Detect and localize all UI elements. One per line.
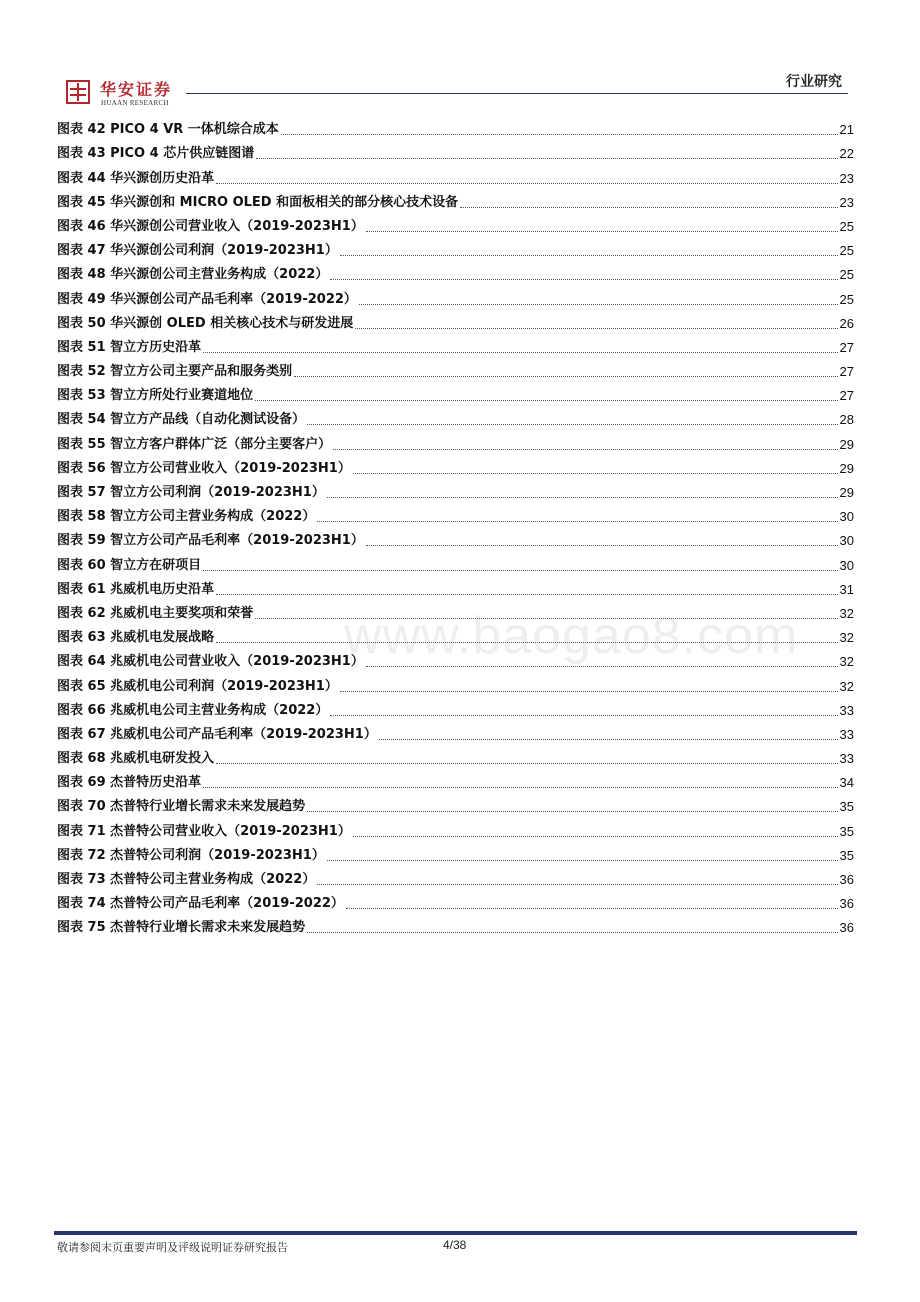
page-number: 4/38 — [443, 1238, 467, 1252]
toc-page-number: 29 — [839, 460, 854, 476]
toc-entry-number: 图表 68 — [57, 751, 106, 767]
toc-entry-title — [57, 316, 353, 332]
toc-entry-title — [57, 340, 201, 356]
watermark: www.baogao8.com — [344, 607, 799, 665]
toc-page-number: 30 — [839, 557, 854, 573]
toc-entry[interactable] — [57, 670, 854, 694]
toc-entry-text: 华兴源创公司营业收入（2019-2023H1） — [110, 218, 364, 234]
toc-entry-title — [57, 195, 458, 211]
toc-entry-number: 图表 74 — [57, 896, 106, 912]
toc-entry-text: 华兴源创历史沿革 — [110, 170, 215, 186]
toc-entry[interactable] — [57, 162, 854, 186]
toc-entry-number: 图表 46 — [57, 218, 106, 234]
page-header — [0, 0, 920, 112]
toc-entry-number: 图表 53 — [57, 388, 106, 404]
toc-entry[interactable] — [57, 477, 854, 501]
toc-entry-text: 智立方公司主营业务构成（2022） — [110, 509, 316, 525]
toc-entry-number: 图表 61 — [57, 581, 106, 597]
logo-english-name: HUAAN RESEARCH — [101, 99, 169, 107]
toc-entry-text: 兆威机电公司利润（2019-2023H1） — [110, 678, 338, 694]
toc-entry[interactable] — [57, 695, 854, 719]
toc-entry-title — [57, 703, 328, 719]
toc-page-number: 32 — [839, 654, 854, 670]
toc-entry-title — [57, 799, 305, 815]
toc-entry-text: 智立方在研项目 — [110, 557, 202, 573]
toc-leader-dots — [359, 303, 838, 305]
toc-entry-number: 图表 59 — [57, 533, 106, 549]
toc-entry-title — [57, 606, 253, 622]
toc-entry-number: 图表 47 — [57, 243, 106, 259]
toc-entry[interactable] — [57, 622, 854, 646]
toc-page-number: 32 — [839, 630, 854, 646]
toc-page-number: 30 — [839, 533, 854, 549]
toc-entry[interactable] — [57, 283, 854, 307]
toc-entry-number: 图表 66 — [57, 702, 106, 718]
toc-leader-dots — [366, 544, 838, 546]
toc-entry-title — [57, 485, 325, 501]
toc-entry-text: 智立方公司营业收入（2019-2023H1） — [110, 460, 351, 476]
toc-leader-dots — [317, 883, 837, 885]
toc-leader-dots — [216, 593, 837, 595]
toc-entry[interactable] — [57, 646, 854, 670]
toc-entry[interactable] — [57, 719, 854, 743]
toc-leader-dots — [255, 399, 837, 401]
toc-entry-text: 杰普特行业增长需求未来发展趋势 — [110, 920, 306, 936]
toc-entry-text: 兆威机电主要奖项和荣誉 — [110, 605, 254, 621]
toc-entry-number: 图表 52 — [57, 364, 106, 380]
toc-leader-dots — [460, 206, 837, 208]
toc-page-number: 25 — [839, 243, 854, 259]
toc-entry-text: 杰普特历史沿革 — [110, 775, 202, 791]
toc-entry-title — [57, 848, 325, 864]
toc-leader-dots — [366, 230, 838, 232]
toc-leader-dots — [346, 907, 838, 909]
toc-entry-number: 图表 49 — [57, 291, 106, 307]
toc-entry-title — [57, 412, 305, 428]
toc-entry-title — [57, 751, 214, 767]
toc-page-number: 25 — [839, 291, 854, 307]
toc-entry-title — [57, 292, 357, 308]
toc-entry-text: 华兴源创公司利润（2019-2023H1） — [110, 243, 338, 259]
toc-entry[interactable] — [57, 453, 854, 477]
toc-leader-dots — [216, 641, 837, 643]
toc-leader-dots — [330, 714, 837, 716]
toc-entry[interactable] — [57, 211, 854, 235]
toc-leader-dots — [256, 157, 837, 159]
toc-entry[interactable] — [57, 187, 854, 211]
toc-leader-dots — [216, 762, 837, 764]
toc-entry[interactable] — [57, 864, 854, 888]
toc-entry[interactable] — [57, 598, 854, 622]
toc-entry-title — [57, 727, 377, 743]
toc-page-number: 29 — [839, 485, 854, 500]
toc-leader-dots — [333, 448, 837, 450]
toc-entry-number: 图表 54 — [57, 412, 106, 428]
toc-leader-dots — [203, 569, 837, 571]
toc-page-number: 31 — [839, 581, 854, 597]
toc-entry-title — [57, 775, 201, 791]
toc-entry-number: 图表 50 — [57, 315, 106, 331]
toc-leader-dots — [327, 859, 838, 861]
toc-entry[interactable] — [57, 235, 854, 259]
toc-entry-title — [57, 630, 214, 646]
toc-leader-dots — [294, 375, 837, 377]
toc-page-number: 36 — [839, 896, 854, 912]
toc-entry-number: 图表 58 — [57, 509, 106, 525]
toc-entry-text: PICO 4 VR 一体机综合成本 — [110, 122, 279, 138]
toc-leader-dots — [307, 810, 837, 812]
toc-entry-number: 图表 65 — [57, 678, 106, 694]
toc-leader-dots — [340, 690, 838, 692]
toc-page-number: 32 — [839, 605, 854, 621]
toc-leader-dots — [379, 738, 838, 740]
toc-page-number: 25 — [839, 218, 854, 234]
toc-entry-number: 图表 55 — [57, 436, 106, 452]
toc-leader-dots — [307, 931, 837, 933]
toc-entry-text: 兆威机电公司主营业务构成（2022） — [110, 702, 329, 718]
toc-entry-text: 智立方产品线（自动化测试设备） — [110, 412, 306, 428]
toc-entry-text: 智立方客户群体广泛（部分主要客户） — [110, 436, 332, 452]
toc-entry-text: 华兴源创和 MICRO OLED 和面板相关的部分核心技术设备 — [110, 194, 459, 210]
toc-entry-number: 图表 42 — [57, 122, 106, 138]
toc-entry-text: 杰普特公司主营业务构成（2022） — [110, 872, 316, 887]
toc-page-number: 27 — [839, 364, 854, 380]
toc-entry-title — [57, 437, 331, 453]
toc-entry[interactable] — [57, 380, 854, 404]
toc-entry[interactable] — [57, 501, 854, 525]
toc-entry-title — [57, 824, 351, 840]
toc-page-number: 33 — [839, 702, 854, 718]
table-of-figures — [57, 114, 854, 936]
toc-entry-number: 图表 67 — [57, 726, 106, 742]
toc-entry-number: 图表 69 — [57, 775, 106, 791]
toc-entry[interactable] — [57, 525, 854, 549]
toc-leader-dots — [330, 278, 837, 280]
toc-entry[interactable] — [57, 791, 854, 815]
toc-entry-number: 图表 72 — [57, 847, 106, 863]
toc-entry[interactable] — [57, 743, 854, 767]
toc-page-number: 23 — [839, 194, 854, 210]
toc-entry-number: 图表 60 — [57, 557, 106, 573]
toc-entry-text: 华兴源创公司产品毛利率（2019-2022） — [110, 291, 357, 307]
toc-leader-dots — [203, 351, 837, 353]
toc-entry[interactable] — [57, 912, 854, 936]
toc-leader-dots — [255, 617, 837, 619]
toc-page-number: 27 — [839, 339, 854, 355]
toc-page-number: 25 — [839, 267, 854, 283]
toc-entry-text: 杰普特行业增长需求未来发展趋势 — [110, 799, 306, 815]
toc-leader-dots — [327, 496, 838, 498]
toc-leader-dots — [307, 423, 837, 425]
toc-page-number: 32 — [839, 678, 854, 694]
toc-leader-dots — [366, 665, 838, 667]
toc-entry-number: 图表 75 — [57, 920, 106, 936]
toc-page-number: 33 — [839, 726, 854, 742]
toc-entry-text: 兆威机电历史沿革 — [110, 581, 215, 597]
toc-entry[interactable] — [57, 332, 854, 356]
toc-entry-title — [57, 896, 344, 912]
toc-entry-number: 图表 57 — [57, 485, 106, 500]
toc-entry-number: 图表 45 — [57, 194, 106, 210]
toc-entry-number: 图表 62 — [57, 605, 106, 621]
toc-entry-text: 华兴源创公司主营业务构成（2022） — [110, 267, 329, 283]
toc-page-number: 29 — [839, 436, 854, 452]
toc-entry-number: 图表 73 — [57, 872, 106, 887]
toc-page-number: 35 — [839, 847, 854, 863]
toc-page-number: 36 — [839, 920, 854, 936]
toc-entry-title — [57, 219, 364, 235]
toc-entry-text: 兆威机电公司产品毛利率（2019-2023H1） — [110, 726, 377, 742]
toc-entry-title — [57, 267, 328, 283]
toc-entry-title — [57, 509, 315, 525]
toc-entry[interactable] — [57, 259, 854, 283]
toc-page-number: 35 — [839, 823, 854, 839]
toc-entry[interactable] — [57, 815, 854, 839]
toc-entry-text: 智立方历史沿革 — [110, 339, 202, 355]
toc-entry-number: 图表 48 — [57, 267, 106, 283]
toc-entry-title — [57, 171, 214, 187]
footer-divider — [54, 1231, 857, 1235]
toc-entry-text: 智立方所处行业赛道地位 — [110, 388, 254, 404]
toc-entry-number: 图表 64 — [57, 654, 106, 670]
toc-page-number: 36 — [839, 872, 854, 887]
toc-entry-number: 图表 44 — [57, 170, 106, 186]
toc-entry-number: 图表 71 — [57, 823, 106, 839]
toc-entry[interactable] — [57, 767, 854, 791]
section-title: 行业研究 — [786, 74, 842, 90]
toc-entry-number: 图表 63 — [57, 630, 106, 646]
toc-entry-text: 智立方公司主要产品和服务类别 — [110, 364, 293, 380]
toc-entry-title — [57, 679, 338, 695]
toc-entry-text: 兆威机电研发投入 — [110, 751, 215, 767]
toc-leader-dots — [355, 327, 837, 329]
toc-leader-dots — [317, 520, 837, 522]
toc-page-number: 23 — [839, 170, 854, 186]
toc-entry-title — [57, 122, 279, 138]
toc-entry-number: 图表 51 — [57, 339, 106, 355]
toc-entry-title — [57, 920, 305, 936]
toc-entry-number: 图表 43 — [57, 146, 106, 162]
toc-entry[interactable] — [57, 428, 854, 452]
toc-entry-title — [57, 654, 364, 670]
footer-notice: 敬请参阅末页重要声明及评级说明证券研究报告 — [57, 1241, 288, 1254]
toc-entry-title — [57, 558, 201, 574]
toc-entry[interactable] — [57, 840, 854, 864]
toc-page-number: 22 — [839, 146, 854, 162]
toc-entry[interactable] — [57, 549, 854, 573]
toc-entry-title — [57, 146, 254, 162]
toc-entry-text: 华兴源创 OLED 相关核心技术与研发进展 — [110, 315, 354, 331]
toc-entry-number: 图表 56 — [57, 460, 106, 476]
toc-entry-text: 杰普特公司营业收入（2019-2023H1） — [110, 823, 351, 839]
toc-entry-title — [57, 533, 364, 549]
toc-leader-dots — [340, 254, 838, 256]
toc-entry[interactable] — [57, 356, 854, 380]
toc-entry-text: 兆威机电公司营业收入（2019-2023H1） — [110, 654, 364, 670]
toc-page-number: 30 — [839, 509, 854, 525]
toc-entry-number: 图表 70 — [57, 799, 106, 815]
toc-entry[interactable] — [57, 138, 854, 162]
header-divider — [186, 93, 848, 94]
huaan-logo-icon — [66, 80, 90, 104]
toc-leader-dots — [281, 133, 838, 135]
toc-leader-dots — [203, 786, 837, 788]
toc-entry[interactable] — [57, 114, 854, 138]
toc-entry-title — [57, 582, 214, 598]
toc-entry-text: 杰普特公司利润（2019-2023H1） — [110, 847, 325, 863]
toc-leader-dots — [216, 182, 837, 184]
toc-entry-title — [57, 364, 292, 380]
toc-entry[interactable] — [57, 888, 854, 912]
toc-leader-dots — [353, 472, 838, 474]
toc-leader-dots — [353, 835, 838, 837]
toc-entry[interactable] — [57, 404, 854, 428]
toc-entry-text: 智立方公司产品毛利率（2019-2023H1） — [110, 533, 364, 549]
toc-entry-text: 智立方公司利润（2019-2023H1） — [110, 485, 325, 500]
toc-entry-text: 杰普特公司产品毛利率（2019-2022） — [110, 896, 344, 912]
toc-entry-text: PICO 4 芯片供应链图谱 — [110, 146, 255, 162]
toc-entry-text: 兆威机电发展战略 — [110, 630, 215, 646]
toc-page-number: 21 — [839, 122, 854, 138]
toc-entry-title — [57, 461, 351, 477]
toc-page-number: 26 — [839, 315, 854, 331]
toc-entry-title — [57, 872, 315, 888]
toc-page-number: 34 — [839, 775, 854, 791]
toc-entry[interactable] — [57, 574, 854, 598]
toc-entry-title — [57, 243, 338, 259]
toc-page-number: 28 — [839, 412, 854, 428]
toc-page-number: 33 — [839, 751, 854, 767]
toc-entry[interactable] — [57, 308, 854, 332]
toc-entry-title — [57, 388, 253, 404]
toc-page-number: 27 — [839, 388, 854, 404]
logo-chinese-name: 华安证券 — [100, 80, 173, 99]
toc-page-number: 35 — [839, 799, 854, 815]
